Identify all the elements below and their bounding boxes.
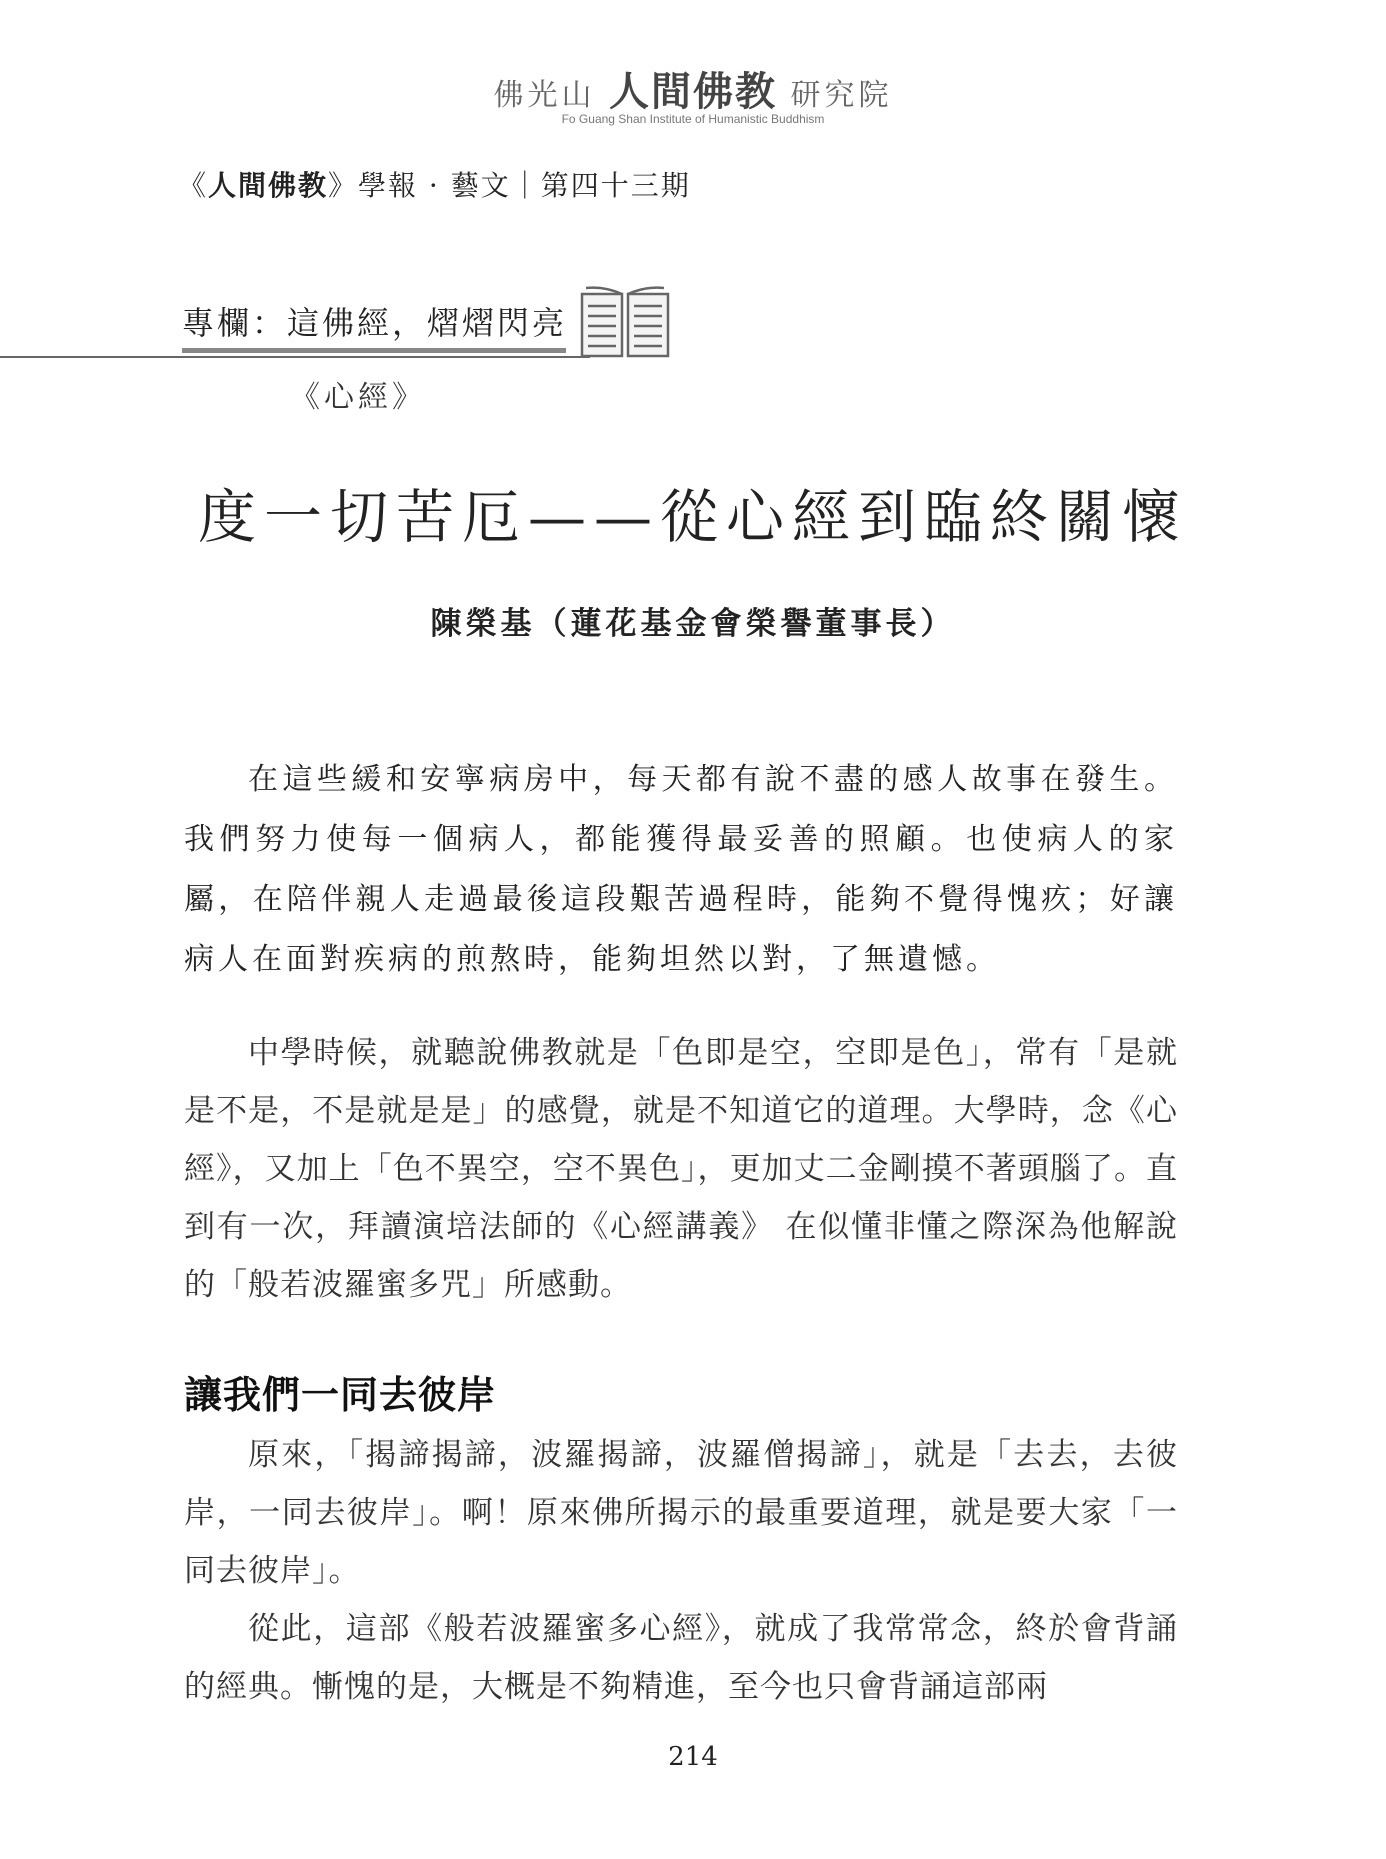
column-divider-line: [0, 356, 590, 358]
page-number: 214: [668, 1742, 718, 1772]
body-paragraph-2: 中學時候，就聽說佛教就是「色即是空，空即是色」，常有「是就是不是，不是就是是」的感覺，就是不知道它的道理。大學時，念《心經》，又加上「色不異空，空不異色」，更加丈二金剛摸不著頭腦了。直到有一次，拜讀演培法師的《心經講義》 在似懂非懂之際深為他解說的「般若波羅蜜多咒」所感動。: [184, 1035, 1178, 1303]
body-paragraph-1: 在這些緩和安寧病房中，每天都有說不盡的感人故事在發生。我們努力使每一個病人，都能獲得最妥善的照顧。也使病人的家屬，在陪伴親人走過最後這段艱苦過程時，能夠不覺得愧疚；好讓病人在面對疾病的煎熬時，能夠坦然以對，了無遺憾。: [184, 762, 1178, 977]
institute-english-name: Fo Guang Shan Institute of Humanistic Buddhism: [561, 112, 825, 126]
institute-prefix: 佛光山: [493, 78, 596, 113]
journal-calligraphy: 人間佛教: [208, 169, 329, 202]
body-paragraph-4: 從此，這部《般若波羅蜜多心經》，就成了我常常念，終於會背誦的經典。慚愧的是，大概是不夠精進，至今也只會背誦這部兩: [184, 1611, 1178, 1705]
journal-header: [178, 164, 691, 204]
article-author: 陳榮基（蓮花基金會榮譽董事長）: [430, 606, 956, 642]
journal-open-bracket: 《: [178, 169, 209, 202]
institute-suffix: 研究院: [790, 78, 893, 113]
body-paragraph-3: 原來，「揭諦揭諦，波羅揭諦，波羅僧揭諦」，就是「去去，去彼岸，一同去彼岸」。啊！原來佛所揭示的最重要道理，就是要大家「一同去彼岸」。: [184, 1437, 1178, 1589]
institute-calligraphy: 人間佛教: [609, 68, 777, 115]
open-book-icon: [578, 284, 672, 362]
column-title: 專欄：這佛經，熠熠閃亮: [182, 304, 568, 342]
sutra-reference: 《心經》: [290, 380, 426, 415]
journal-issue: 》學報 · 藝文｜第四十三期: [328, 169, 691, 202]
institute-name: [0, 60, 1386, 117]
column-underline-bar: [182, 348, 566, 353]
article-title: 度一切苦厄——從心經到臨終關懷: [197, 483, 1188, 551]
section-heading: 讓我們一同去彼岸: [184, 1372, 497, 1417]
